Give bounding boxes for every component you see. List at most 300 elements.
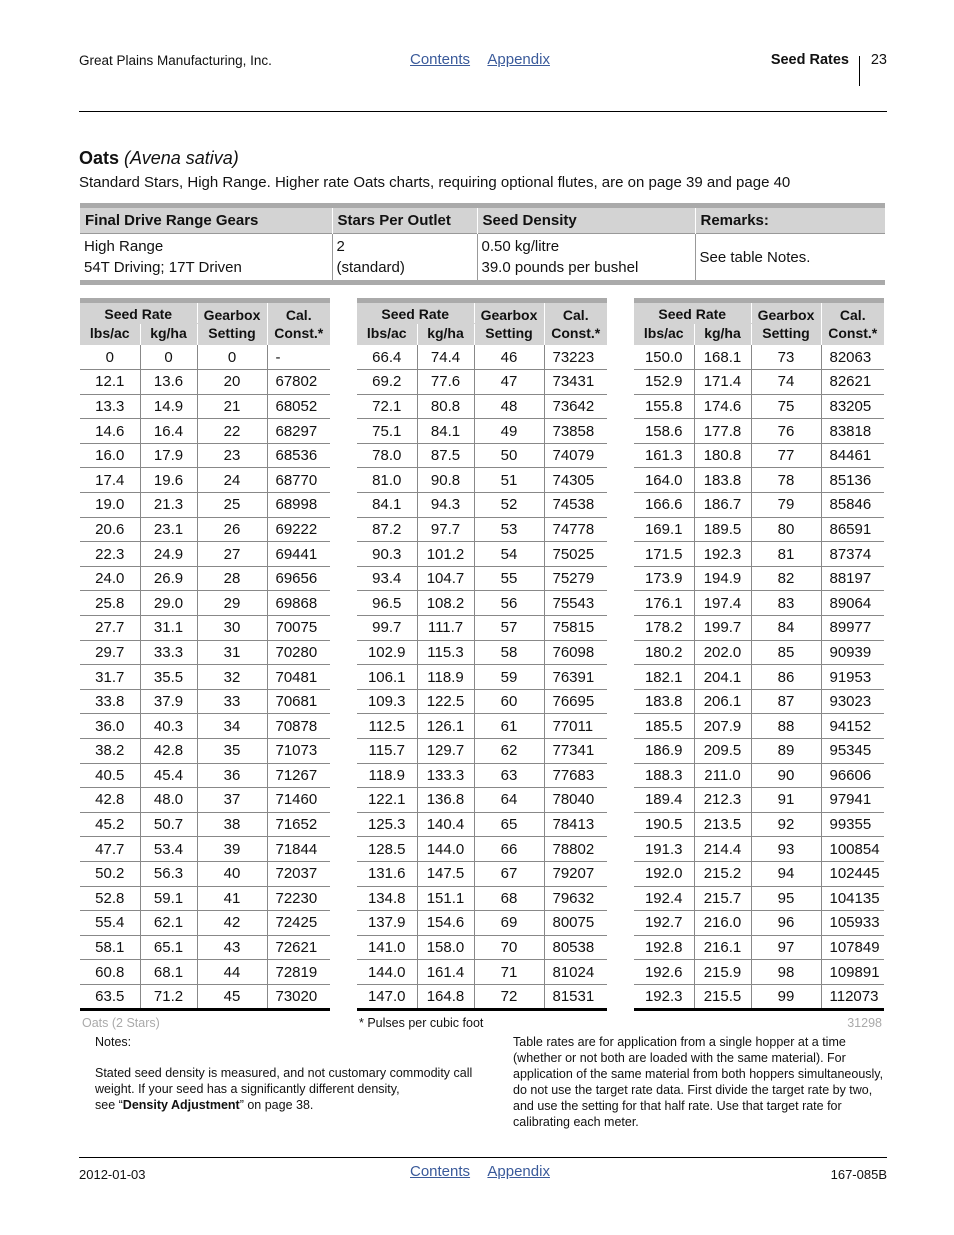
kg-ha-cell: 213.5 [694,812,751,837]
kg-ha-cell: 168.1 [694,345,751,370]
kg-ha-cell: 118.9 [417,665,474,690]
kg-ha-cell: 17.9 [140,443,197,468]
gearbox-setting-cell: 20 [197,370,267,395]
kg-ha-cell: 29.0 [140,591,197,616]
lbs-ac-cell: 93.4 [357,566,417,591]
cal-const-cell: 67802 [267,370,330,395]
cal-const-cell: 73223 [544,345,607,370]
kg-ha-cell: 216.0 [694,911,751,936]
table-row [80,419,330,444]
seed-rate-table [80,298,330,1011]
stars-cell: 2 (standard) [332,234,477,283]
kg-ha-cell: 24.9 [140,542,197,567]
seed-rate-header: Seed Rate [634,301,751,324]
table-row [634,837,884,862]
notes-heading: Notes: [95,1035,132,1049]
gearbox-setting-cell: 45 [197,984,267,1009]
kg-ha-cell: 80.8 [417,394,474,419]
cal-const-cell: 74538 [544,493,607,518]
kg-ha-cell: 19.6 [140,468,197,493]
gearbox-setting-cell: 82 [751,566,821,591]
table-row [80,714,330,739]
cal-const-cell: 75279 [544,566,607,591]
kg-ha-cell: 21.3 [140,493,197,518]
cal-const-cell: 95345 [821,739,884,764]
table-row [357,960,607,985]
cal-const-cell: 69656 [267,566,330,591]
table-row [634,739,884,764]
gearbox-setting-cell: 51 [474,468,544,493]
kg-ha-cell: 216.1 [694,935,751,960]
gearbox-setting-cell: 53 [474,517,544,542]
gearbox-setting-cell: 22 [197,419,267,444]
cal-const-cell: 79207 [544,861,607,886]
gearbox-setting-cell: 62 [474,739,544,764]
kg-ha-cell: 158.0 [417,935,474,960]
table-row [357,714,607,739]
footer-rule [79,1157,887,1158]
info-header: Remarks: [695,206,885,234]
table-row [357,689,607,714]
gearbox-setting-cell: 67 [474,861,544,886]
cal-const-cell: 99355 [821,812,884,837]
cal-const-header: Cal. Const.* [267,301,330,346]
cal-const-cell: 90939 [821,640,884,665]
cal-const-cell: 91953 [821,665,884,690]
table-row [357,517,607,542]
table-row [634,788,884,813]
kg-ha-cell: 71.2 [140,984,197,1009]
kg-ha-cell: 115.3 [417,640,474,665]
table-row [80,763,330,788]
cal-const-cell: 68536 [267,443,330,468]
lbs-ac-cell: 72.1 [357,394,417,419]
gearbox-setting-cell: 71 [474,960,544,985]
cal-const-cell: 76391 [544,665,607,690]
cal-const-cell: 80075 [544,911,607,936]
gearbox-setting-cell: 32 [197,665,267,690]
kg-ha-cell: 62.1 [140,911,197,936]
cal-const-cell: 73858 [544,419,607,444]
kg-ha-cell: 77.6 [417,370,474,395]
kg-ha-cell: 209.5 [694,739,751,764]
table-row [80,935,330,960]
cal-const-cell: 78040 [544,788,607,813]
lbs-ac-cell: 191.3 [634,837,694,862]
gearbox-setting-cell: 27 [197,542,267,567]
kg-ha-cell: 215.2 [694,861,751,886]
gearbox-setting-cell: 55 [474,566,544,591]
lbs-ac-cell: 20.6 [80,517,140,542]
kg-ha-cell: 108.2 [417,591,474,616]
gearbox-setting-cell: 68 [474,886,544,911]
table-row [634,714,884,739]
kg-ha-cell: 215.9 [694,960,751,985]
lbs-ac-cell: 118.9 [357,763,417,788]
gearbox-setting-cell: 66 [474,837,544,862]
contents-link[interactable]: Contents [410,1163,471,1180]
section-title: Seed Rates [770,52,849,68]
gearbox-setting-cell: 94 [751,861,821,886]
cal-const-cell: 70681 [267,689,330,714]
cal-const-cell: 74778 [544,517,607,542]
kg-ha-cell: 90.8 [417,468,474,493]
kg-ha-cell: 174.6 [694,394,751,419]
gearbox-header: Gearbox Setting [474,301,544,346]
gearbox-setting-cell: 79 [751,493,821,518]
table-row [80,468,330,493]
lbs-ac-cell: 84.1 [357,493,417,518]
cal-const-header: Cal. Const.* [821,301,884,346]
kg-ha-cell: 177.8 [694,419,751,444]
gearbox-setting-cell: 75 [751,394,821,419]
lbs-ac-cell: 173.9 [634,566,694,591]
lbs-ac-cell: 137.9 [357,911,417,936]
table-row [80,665,330,690]
lbs-ac-cell: 186.9 [634,739,694,764]
appendix-link[interactable]: Appendix [487,51,550,68]
table-row [80,616,330,641]
kg-ha-header: kg/ha [417,324,474,346]
kg-ha-cell: 171.4 [694,370,751,395]
kg-ha-cell: 161.4 [417,960,474,985]
crop-latin-name: (Avena sativa) [124,148,239,168]
table-row [357,837,607,862]
cal-const-cell: 68297 [267,419,330,444]
gearbox-setting-cell: 28 [197,566,267,591]
table-row [357,591,607,616]
lbs-ac-cell: 40.5 [80,763,140,788]
company-name: Great Plains Manufacturing, Inc. [79,53,272,68]
kg-ha-cell: 207.9 [694,714,751,739]
lbs-ac-cell: 22.3 [80,542,140,567]
lbs-ac-cell: 12.1 [80,370,140,395]
lbs-ac-cell: 122.1 [357,788,417,813]
cal-const-cell: 84461 [821,443,884,468]
lbs-ac-cell: 17.4 [80,468,140,493]
gearbox-setting-cell: 58 [474,640,544,665]
table-row [80,493,330,518]
lbs-ac-cell: 33.8 [80,689,140,714]
table-row [357,370,607,395]
kg-ha-cell: 194.9 [694,566,751,591]
lbs-ac-cell: 131.6 [357,861,417,886]
lbs-ac-cell: 29.7 [80,640,140,665]
kg-ha-cell: 35.5 [140,665,197,690]
lbs-ac-cell: 42.8 [80,788,140,813]
lbs-ac-cell: 99.7 [357,616,417,641]
kg-ha-cell: 215.5 [694,984,751,1009]
figure-id: 31298 [847,1016,882,1030]
table-row [357,886,607,911]
kg-ha-cell: 94.3 [417,493,474,518]
table-row [634,984,884,1009]
header-nav [410,51,564,68]
cal-const-cell: 79632 [544,886,607,911]
gearbox-setting-cell: 63 [474,763,544,788]
gearbox-setting-cell: 60 [474,689,544,714]
cal-const-cell: 68052 [267,394,330,419]
notes-density-text: Stated seed density is measured, and not customary commodity call weight. If your seed has a significantly different density, [95,1066,473,1096]
cal-const-cell: 77683 [544,763,607,788]
cal-const-cell: 82621 [821,370,884,395]
cal-const-cell: 77011 [544,714,607,739]
kg-ha-cell: 48.0 [140,788,197,813]
cal-const-cell: 77341 [544,739,607,764]
kg-ha-cell: 122.5 [417,689,474,714]
cal-const-cell: 73020 [267,984,330,1009]
lbs-ac-cell: 147.0 [357,984,417,1009]
lbs-ac-cell: 0 [105,348,114,366]
seed-rate-table [357,298,607,1011]
kg-ha-cell: 126.1 [417,714,474,739]
cal-const-cell: 85136 [821,468,884,493]
kg-ha-cell: 133.3 [417,763,474,788]
table-row [357,493,607,518]
table-row [80,960,330,985]
gearbox-setting-cell: 73 [751,345,821,370]
gearbox-setting-cell: 80 [751,517,821,542]
info-header: Final Drive Range Gears [80,206,332,234]
remarks-cell: See table Notes. [695,234,885,283]
cal-const-cell: 83818 [821,419,884,444]
gearbox-setting-cell: 23 [197,443,267,468]
cal-const-cell: 105933 [821,911,884,936]
table-row [634,443,884,468]
lbs-ac-cell: 144.0 [357,960,417,985]
lbs-ac-cell: 106.1 [357,665,417,690]
gearbox-setting-cell: 84 [751,616,821,641]
cal-const-cell: 71073 [267,739,330,764]
kg-ha-cell: 151.1 [417,886,474,911]
lbs-ac-cell: 90.3 [357,542,417,567]
gearbox-setting-cell: 69 [474,911,544,936]
kg-ha-cell: 74.4 [417,345,474,370]
cal-const-cell: 85846 [821,493,884,518]
cal-const-cell: 69868 [267,591,330,616]
cal-const-cell: 72230 [267,886,330,911]
table-row [357,468,607,493]
header-rule [79,111,887,112]
lbs-ac-cell: 47.7 [80,837,140,862]
gearbox-setting-cell: 77 [751,443,821,468]
kg-ha-cell: 199.7 [694,616,751,641]
gearbox-setting-cell: 44 [197,960,267,985]
lbs-ac-cell: 25.8 [80,591,140,616]
lbs-ac-cell: 13.3 [80,394,140,419]
gearbox-setting-cell: 21 [197,394,267,419]
info-header: Seed Density [477,206,695,234]
kg-ha-cell: 16.4 [140,419,197,444]
table-row [634,517,884,542]
table-row [634,861,884,886]
lbs-ac-cell: 102.9 [357,640,417,665]
kg-ha-cell: 211.0 [694,763,751,788]
cal-const-cell: 94152 [821,714,884,739]
lbs-ac-cell: 36.0 [80,714,140,739]
kg-ha-cell: 59.1 [140,886,197,911]
kg-ha-cell: 129.7 [417,739,474,764]
gearbox-setting-cell: 86 [751,665,821,690]
cal-const-cell: 72425 [267,911,330,936]
cal-const-cell: 78413 [544,812,607,837]
gearbox-setting-cell: 46 [474,345,544,370]
table-row [80,394,330,419]
lbs-ac-cell: 45.2 [80,812,140,837]
lbs-ac-cell: 190.5 [634,812,694,837]
kg-ha-cell: 192.3 [694,542,751,567]
gearbox-setting-cell: 88 [751,714,821,739]
contents-link[interactable]: Contents [410,51,471,68]
lbs-ac-header: lbs/ac [357,324,417,346]
gearbox-setting-cell: 70 [474,935,544,960]
lbs-ac-cell: 192.7 [634,911,694,936]
notes-left [95,1034,475,1113]
gearbox-setting-cell: 61 [474,714,544,739]
seed-rate-table [634,298,884,1011]
lbs-ac-cell: 178.2 [634,616,694,641]
lbs-ac-cell: 134.8 [357,886,417,911]
lbs-ac-cell: 96.5 [357,591,417,616]
cal-const-cell: 82063 [821,345,884,370]
gearbox-setting-cell: 47 [474,370,544,395]
gearbox-setting-cell: 54 [474,542,544,567]
info-header: Stars Per Outlet [332,206,477,234]
lbs-ac-cell: 192.8 [634,935,694,960]
cal-const-cell: 102445 [821,861,884,886]
table-row [634,566,884,591]
footer-nav [410,1163,564,1180]
gearbox-setting-cell: 31 [197,640,267,665]
table-row [634,640,884,665]
lbs-ac-cell: 87.2 [357,517,417,542]
gearbox-setting-cell: 97 [751,935,821,960]
cal-const-cell: 112073 [821,984,884,1009]
table-row [80,443,330,468]
kg-ha-cell: 26.9 [140,566,197,591]
lbs-ac-cell: 158.6 [634,419,694,444]
drive-info-table [80,203,885,285]
gearbox-setting-cell: 29 [197,591,267,616]
kg-ha-cell: 56.3 [140,861,197,886]
table-row [357,443,607,468]
table-row [80,788,330,813]
lbs-ac-cell: 19.0 [80,493,140,518]
cal-const-cell: 69222 [267,517,330,542]
kg-ha-cell: 65.1 [140,935,197,960]
table-row [357,861,607,886]
gearbox-setting-cell: 43 [197,935,267,960]
lbs-ac-cell: 152.9 [634,370,694,395]
table-row [634,345,884,370]
kg-ha-cell: 37.9 [140,689,197,714]
kg-ha-cell: 68.1 [140,960,197,985]
kg-ha-cell: 202.0 [694,640,751,665]
gearbox-setting-cell: 35 [197,739,267,764]
lbs-ac-cell: 16.0 [80,443,140,468]
table-row [634,591,884,616]
table-row [357,419,607,444]
gearbox-header: Gearbox Setting [197,301,267,346]
kg-ha-cell: 140.4 [417,812,474,837]
lbs-ac-cell: 69.2 [357,370,417,395]
gearbox-setting-cell: 50 [474,443,544,468]
crop-name: Oats [79,148,120,168]
cal-const-cell: 80538 [544,935,607,960]
gearbox-setting-cell: 0 [197,345,267,370]
appendix-link[interactable]: Appendix [487,1163,550,1180]
cal-const-cell: 71460 [267,788,330,813]
gearbox-setting-cell: 34 [197,714,267,739]
lbs-ac-cell: 14.6 [80,419,140,444]
lbs-ac-header: lbs/ac [634,324,694,346]
cal-const-cell: 74079 [544,443,607,468]
footer-date: 2012-01-03 [79,1167,146,1182]
gears-cell: High Range 54T Driving; 17T Driven [80,234,332,283]
lbs-ac-cell: 176.1 [634,591,694,616]
gearbox-setting-cell: 64 [474,788,544,813]
lbs-ac-cell: 112.5 [357,714,417,739]
cal-const-cell: 89977 [821,616,884,641]
cal-const-cell: 75815 [544,616,607,641]
gearbox-setting-cell: 96 [751,911,821,936]
gearbox-setting-cell: 39 [197,837,267,862]
cal-const-cell: 93023 [821,689,884,714]
gearbox-setting-cell: 37 [197,788,267,813]
table-row [80,640,330,665]
gearbox-setting-cell: 92 [751,812,821,837]
table-row [357,665,607,690]
cal-const-cell: 76098 [544,640,607,665]
lbs-ac-cell: 115.7 [357,739,417,764]
seed-rate-header: Seed Rate [357,301,474,324]
table-row [357,394,607,419]
gearbox-setting-cell: 49 [474,419,544,444]
lbs-ac-cell: 188.3 [634,763,694,788]
lbs-ac-cell: 192.4 [634,886,694,911]
lbs-ac-cell: 150.0 [644,348,683,366]
kg-ha-cell: 186.7 [694,493,751,518]
lbs-ac-cell: 75.1 [357,419,417,444]
table-row [80,370,330,395]
lbs-ac-cell: 66.4 [372,348,402,366]
gearbox-setting-cell: 65 [474,812,544,837]
table-row [357,911,607,936]
kg-ha-cell: 104.7 [417,566,474,591]
lbs-ac-cell: 189.4 [634,788,694,813]
cal-const-cell: 73431 [544,370,607,395]
lbs-ac-cell: 50.2 [80,861,140,886]
cal-const-cell: 109891 [821,960,884,985]
lbs-ac-cell: 78.0 [357,443,417,468]
table-row [80,689,330,714]
kg-ha-cell: 183.8 [694,468,751,493]
cal-const-cell: 68998 [267,493,330,518]
table-row [80,739,330,764]
lbs-ac-cell: 185.5 [634,714,694,739]
lbs-ac-cell: 63.5 [80,984,140,1009]
density-cell: 0.50 kg/litre 39.0 pounds per bushel [477,234,695,283]
gearbox-setting-cell: 42 [197,911,267,936]
kg-ha-cell: 31.1 [140,616,197,641]
lbs-ac-cell: 166.6 [634,493,694,518]
gearbox-header: Gearbox Setting [751,301,821,346]
table-row [634,886,884,911]
cal-const-cell: 70878 [267,714,330,739]
kg-ha-cell: 101.2 [417,542,474,567]
table-row [634,493,884,518]
cal-const-cell: 96606 [821,763,884,788]
